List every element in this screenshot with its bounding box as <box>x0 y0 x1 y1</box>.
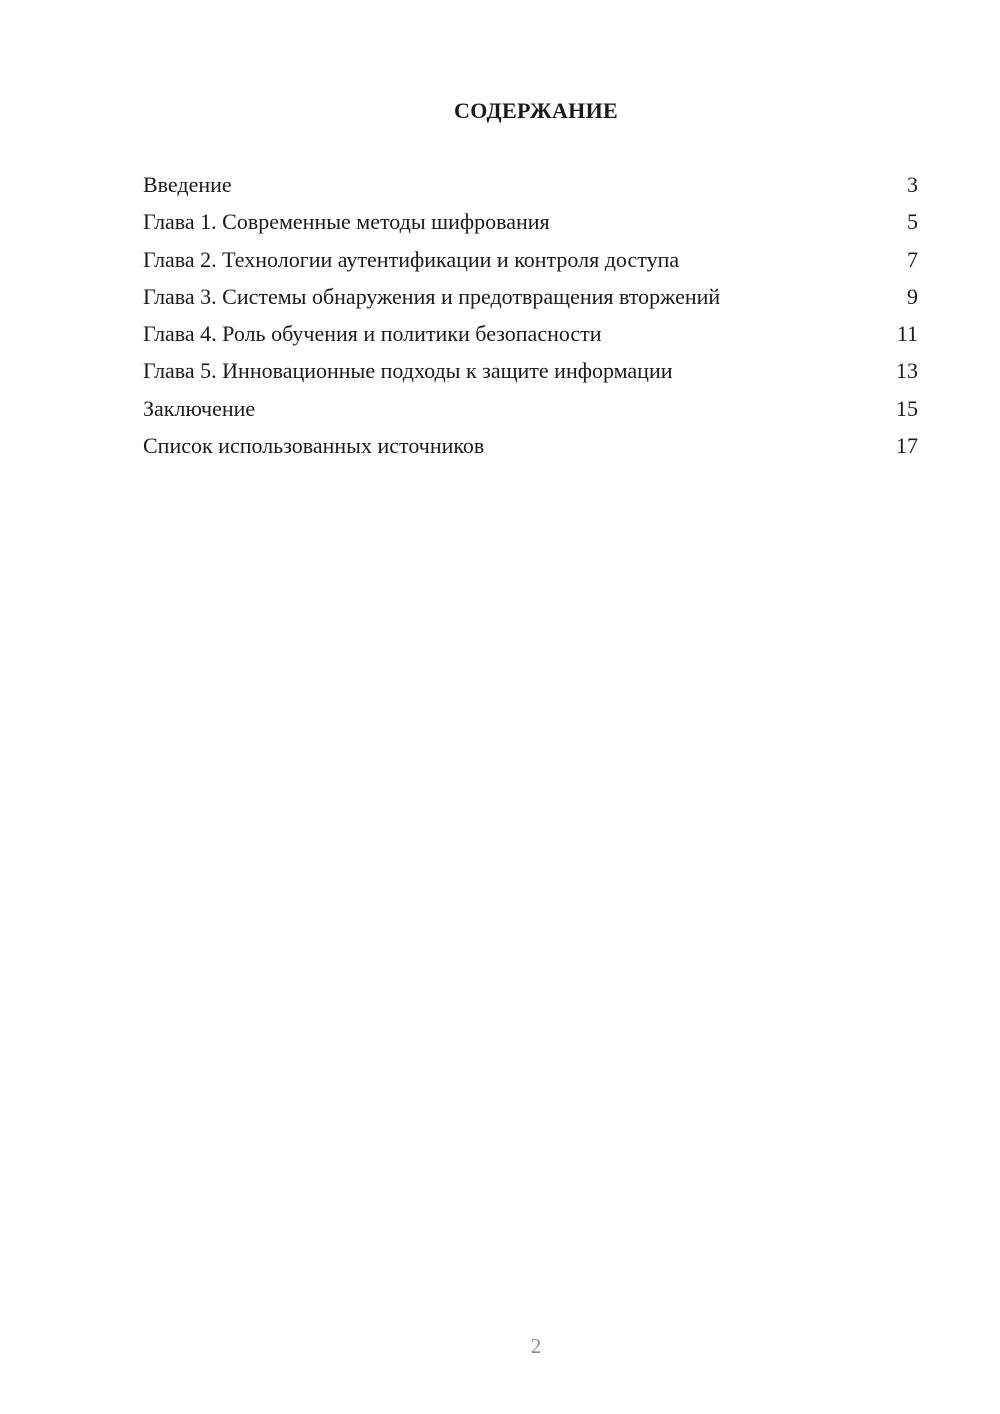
toc-entry-chapter-5[interactable] <box>143 356 918 393</box>
toc-entry-chapter-3[interactable] <box>143 282 918 319</box>
toc-entry-references[interactable] <box>143 431 918 468</box>
toc-entry-page-number: 11 <box>896 321 918 347</box>
toc-entry-page-number: 5 <box>907 209 918 235</box>
toc-entry-chapter-1[interactable] <box>143 207 918 244</box>
toc-entry-page-number: 13 <box>896 358 918 384</box>
toc-entry-conclusion[interactable] <box>143 394 918 431</box>
toc-entry-page-number: 3 <box>907 172 918 197</box>
toc-entry-page-number: 7 <box>907 246 918 272</box>
toc-entry-page-number: 15 <box>896 395 918 421</box>
toc-entry-title: Заключение <box>143 395 256 421</box>
toc-entry-title: Список использованных источников <box>143 433 485 459</box>
toc-entry-page-number: 17 <box>896 433 918 459</box>
toc-entry-page-number: 9 <box>907 283 918 309</box>
toc-entry-title: Глава 4. Роль обучения и политики безопасности <box>143 321 602 347</box>
page-number: 2 <box>530 1334 542 1358</box>
toc-entry-chapter-4[interactable] <box>143 319 918 356</box>
toc-entry-title: Введение <box>143 172 232 197</box>
toc-entry-introduction[interactable] <box>143 170 918 207</box>
toc-heading: СОДЕРЖАНИЕ <box>454 98 618 123</box>
toc-entry-title: Глава 1. Современные методы шифрования <box>143 209 550 235</box>
toc-entry-title: Глава 2. Технологии аутентификации и контроля доступа <box>143 246 680 272</box>
table-of-contents <box>143 170 918 468</box>
toc-entry-chapter-2[interactable] <box>143 245 918 282</box>
toc-entry-title: Глава 3. Системы обнаружения и предотвращения вторжений <box>143 283 721 309</box>
toc-entry-title: Глава 5. Инновационные подходы к защите информации <box>143 358 673 384</box>
